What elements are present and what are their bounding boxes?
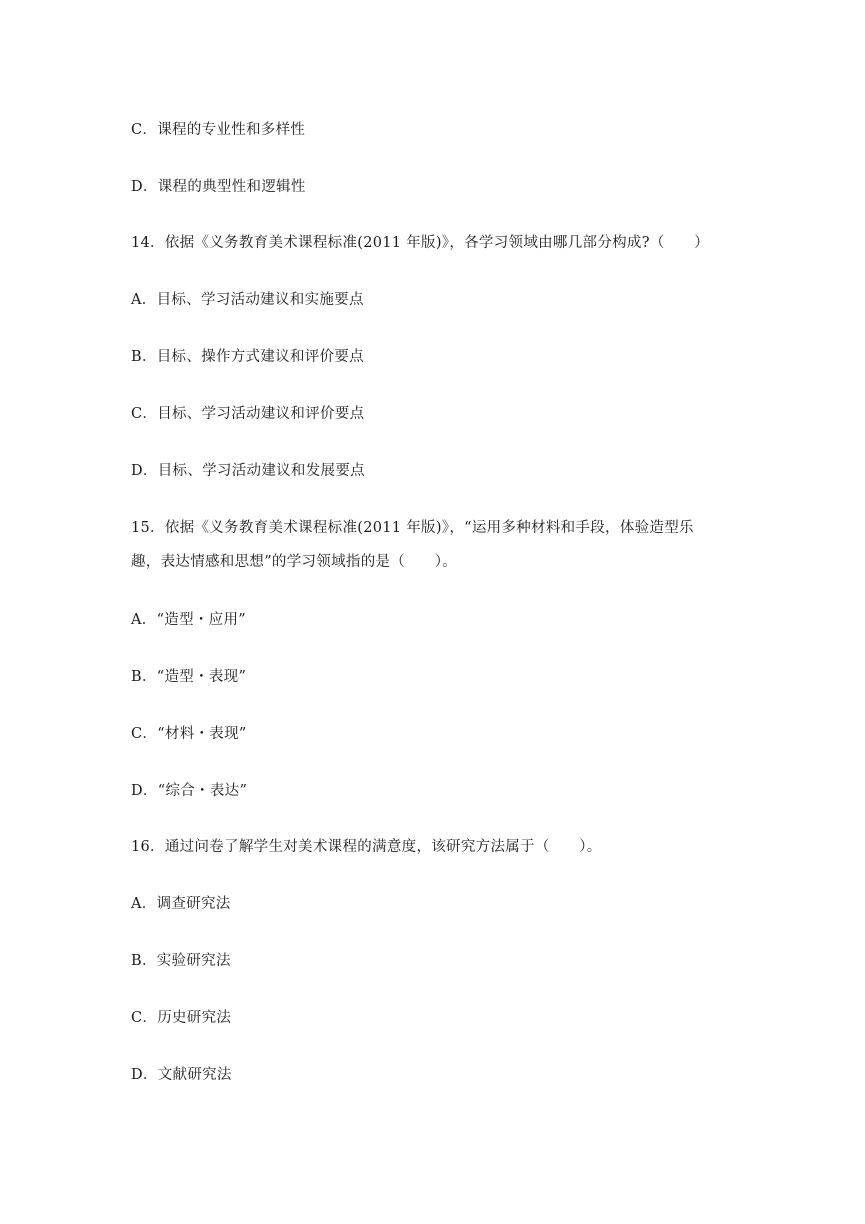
question-15-stem-line2: 趣，表达情感和思想”的学习领域指的是（ ）。: [131, 554, 458, 570]
question-16-option-d: D．文献研究法: [131, 1067, 232, 1083]
question-14-option-b: B．目标、操作方式建议和评价要点: [131, 349, 364, 365]
question-14-option-d: D．目标、学习活动建议和发展要点: [131, 463, 365, 479]
question-16-option-b: B．实验研究法: [131, 953, 231, 969]
question-15-stem-line1: 15．依据《义务教育美术课程标准(2011 年版)》，“运用多种材料和手段，体验造型乐: [131, 520, 694, 536]
question-15-option-c: C．“材料・表现”: [131, 726, 247, 742]
question-14-option-c: C．目标、学习活动建议和评价要点: [131, 406, 365, 422]
question-15-option-d: D．“综合・表达”: [131, 783, 248, 799]
question-14-option-a: A．目标、学习活动建议和实施要点: [131, 292, 364, 308]
question-14-stem: 14．依据《义务教育美术课程标准(2011 年版)》，各学习领域由哪几部分构成?（ ）: [131, 235, 709, 251]
option-c-prev: C．课程的专业性和多样性: [131, 122, 306, 138]
question-16-stem: 16．通过问卷了解学生对美术课程的满意度，该研究方法属于（ ）。: [131, 839, 602, 855]
option-d-prev: D．课程的典型性和逻辑性: [131, 179, 306, 195]
question-15-option-b: B．“造型・表现”: [131, 669, 247, 685]
question-16-option-c: C．历史研究法: [131, 1010, 232, 1026]
question-15-option-a: A．“造型・应用”: [131, 612, 246, 628]
question-16-option-a: A．调查研究法: [131, 896, 231, 912]
